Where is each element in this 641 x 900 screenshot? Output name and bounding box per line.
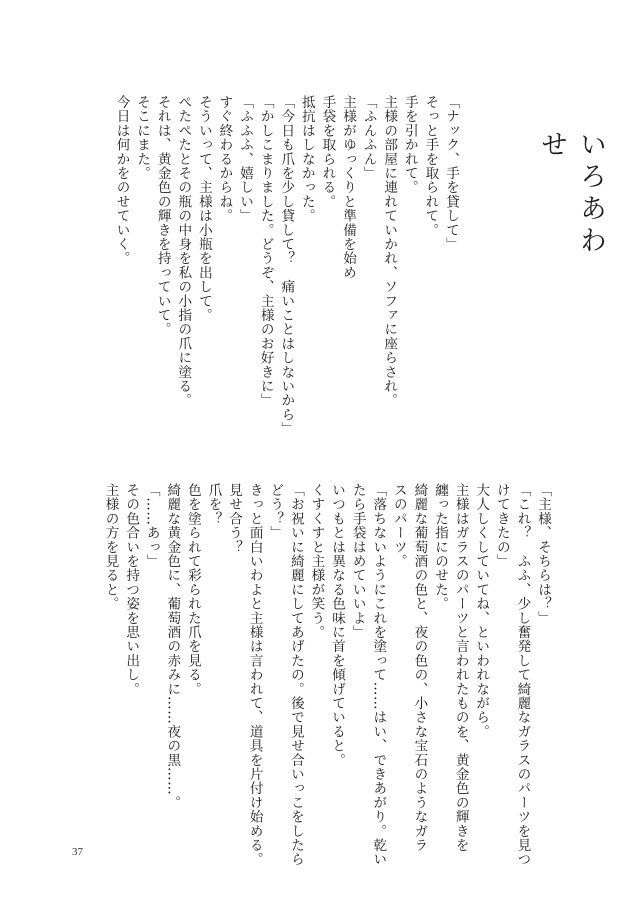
- story-title: いろあわせ: [536, 130, 606, 258]
- text-line: 「主様、そちらは？」: [535, 483, 551, 625]
- text-line: 「お祝いに綺麗にしてあげたの。後で見せ合いっこをしたら: [287, 483, 304, 867]
- text-line: スのパーツ。: [390, 483, 407, 569]
- text-line: 「落ちないようにこれを塗って……はい、できあがり。乾い: [370, 483, 387, 867]
- text-line: たら手袋はめていいよ」: [349, 483, 366, 640]
- text-line: 「ふふふ、嬉しい」: [237, 95, 254, 223]
- page-number: 37: [72, 846, 83, 858]
- text-line: 手を引かれて。: [401, 95, 418, 195]
- upper-text-block: [111, 95, 461, 436]
- text-line: 抵抗はしなかった。: [298, 95, 315, 223]
- text-line: いつもとは異なる色味に首を傾げていると。: [329, 483, 346, 767]
- text-line: それは、黄金色の輝きを持っていて。: [154, 95, 171, 337]
- text-line: くすくすと主様が笑う。: [308, 483, 325, 640]
- text-line: 「……あっ」: [143, 483, 160, 569]
- text-line: すぐ終わるからね。: [216, 95, 233, 223]
- text-line: 主様の部屋に連れていかれ、ソファに座らされ。: [381, 95, 398, 408]
- text-line: きっと面白いわよと主様は言われて、道具を片付け始める。: [246, 483, 263, 867]
- text-line: そういって、主様は小瓶を出して。: [195, 95, 212, 323]
- text-line: 手袋を取られる。: [319, 95, 336, 209]
- text-line: 見せ合う？: [226, 483, 243, 554]
- text-line: どう？」: [267, 483, 284, 540]
- text-line: 綺麗な葡萄酒の色と、夜の色の、小さな宝石のようなガラ: [411, 483, 428, 853]
- text-line: 綺麗な黄金色に、葡萄酒の赤みに……夜の黒……。: [164, 483, 181, 810]
- text-line: その色合いを持つ姿を思い出し。: [123, 483, 140, 696]
- text-line: 「今日も爪を少し貸して？ 痛いことはしないから」: [278, 95, 295, 436]
- text-line: そっと手を取られて。: [422, 95, 439, 237]
- text-line: 纏った指にのせた。: [432, 483, 449, 611]
- text-line: 「ナック、手を貸して」: [443, 95, 459, 252]
- text-line: 主様の方を見ると。: [102, 483, 119, 611]
- text-line: 主様がゆっくりと準備を始め: [340, 95, 357, 280]
- text-line: けてきたの」: [493, 483, 510, 569]
- text-line: 主様はガラスのパーツと言われたものを、黄金色の輝きを: [452, 483, 469, 853]
- text-line: 大人しくしていてね、といわれながら。: [473, 483, 490, 739]
- lower-text-block: [100, 483, 553, 867]
- text-line: 「ふんふん」: [360, 95, 377, 181]
- text-line: 今日は何かをのせていく。: [113, 95, 130, 266]
- text-line: 「かしこまりました。どうぞ、主様のお好きに」: [257, 95, 274, 408]
- text-line: そこにまた。: [134, 95, 151, 181]
- text-line: ぺたぺたとその瓶の中身を私の小指の爪に塗る。: [175, 95, 192, 408]
- text-line: 色を塗られて彩られた爪を見る。: [184, 483, 201, 696]
- text-line: 「これ？ ふふ、少し奮発して綺麗なガラスのパーツを見つ: [514, 483, 531, 867]
- text-line: 爪を？: [205, 483, 222, 526]
